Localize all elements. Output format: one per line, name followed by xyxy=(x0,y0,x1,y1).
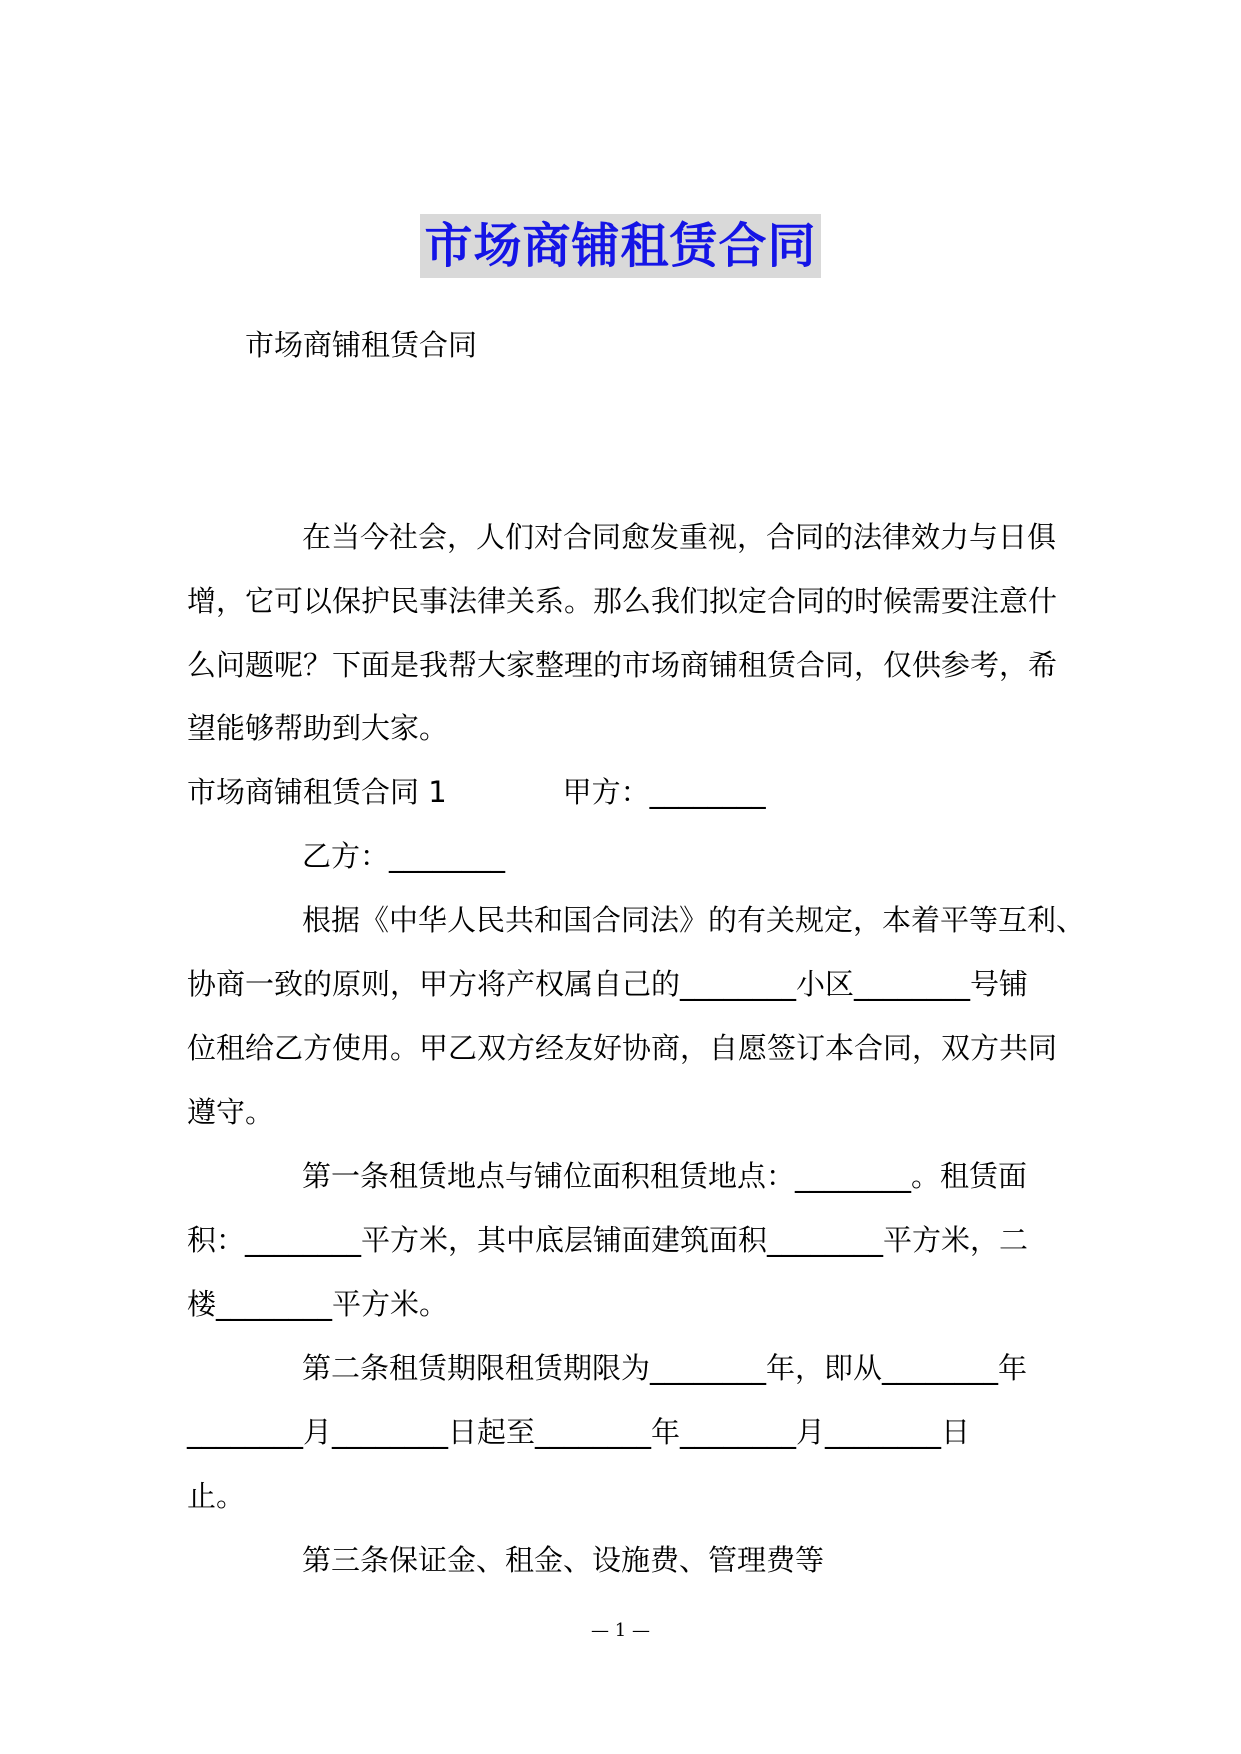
article-2-line: 第二条租赁期限租赁期限为________年，即从________年 xyxy=(302,1351,1028,1385)
document-subtitle: 市场商铺租赁合同 xyxy=(245,328,478,362)
paragraph-line: 遵守。 xyxy=(187,1095,275,1129)
document-title: 市场商铺租赁合同 xyxy=(420,214,820,278)
party-b-line: 乙方：________ xyxy=(302,839,506,873)
page-number: — 1 — xyxy=(591,1620,650,1641)
contract-heading-line: 市场商铺租赁合同 1 甲方：________ xyxy=(187,775,766,809)
paragraph-line: 么问题呢？下面是我帮大家整理的市场商铺租赁合同，仅供参考，希 xyxy=(187,648,1058,682)
paragraph-line: 位租给乙方使用。甲乙双方经友好协商，自愿签订本合同，双方共同 xyxy=(187,1031,1058,1065)
article-1-line: 积：________平方米，其中底层铺面建筑面积________平方米，二 xyxy=(187,1223,1029,1257)
paragraph-line: 增，它可以保护民事法律关系。那么我们拟定合同的时候需要注意什 xyxy=(187,584,1058,618)
article-1-line: 第一条租赁地点与铺位面积租赁地点：________。租赁面 xyxy=(302,1159,1028,1193)
paragraph-line: 在当今社会，人们对合同愈发重视，合同的法律效力与日俱 xyxy=(302,520,1057,554)
paragraph-line: 望能够帮助到大家。 xyxy=(187,711,449,745)
title-wrap xyxy=(0,214,1241,278)
article-3-line: 第三条保证金、租金、设施费、管理费等 xyxy=(302,1543,825,1577)
article-2-line: ________月________日起至________年________月________日 xyxy=(187,1415,971,1449)
article-2-line: 止。 xyxy=(187,1479,246,1513)
paragraph-line: 根据《中华人民共和国合同法》的有关规定，本着平等互利、 xyxy=(302,903,1086,937)
article-1-line: 楼________平方米。 xyxy=(187,1287,449,1321)
paragraph-line: 协商一致的原则，甲方将产权属自己的________小区________号铺 xyxy=(187,967,1029,1001)
